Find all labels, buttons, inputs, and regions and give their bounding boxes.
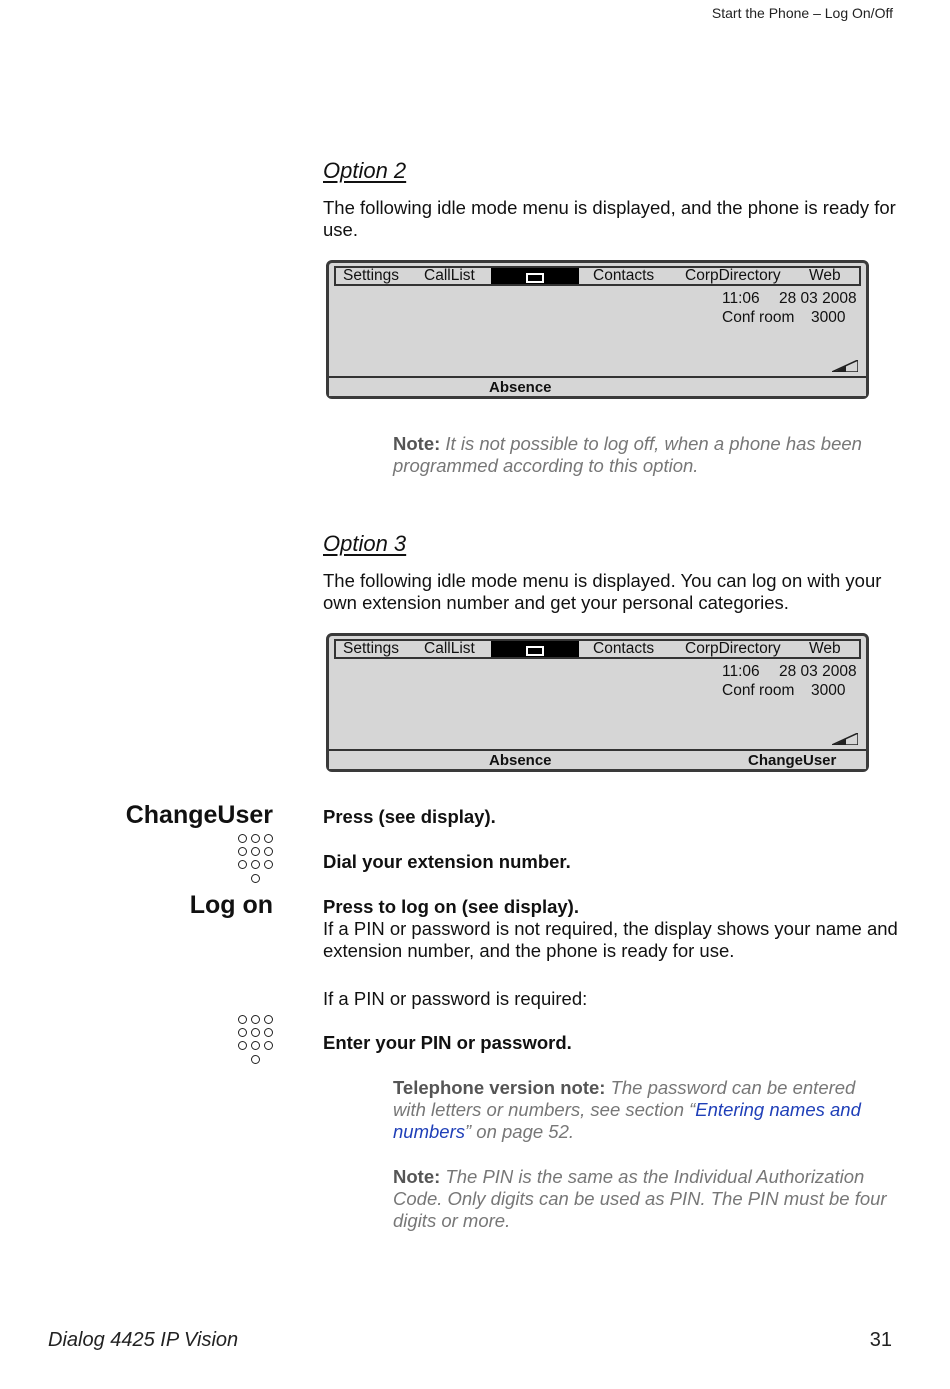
menu-corpdirectory: CorpDirectory (685, 267, 781, 284)
menu-calllist: CallList (424, 267, 475, 284)
step-press-changeuser: Press (see display). (323, 806, 496, 827)
menu-calllist: CallList (424, 640, 475, 657)
display-menu-bar (334, 266, 861, 286)
pinnote-label: Note: (393, 1166, 441, 1187)
telnote-text: The password can be entered with letters or numbers, see section “ (393, 1077, 856, 1120)
logon-margin-label: Log on (189, 891, 273, 919)
pin-note (393, 1166, 893, 1232)
display-softkey-bar (329, 749, 866, 769)
option3-heading: Option 3 (323, 531, 407, 556)
step-press-logon: Press to log on (see display). (323, 896, 579, 917)
entering-names-link[interactable]: Entering names and numbers (393, 1099, 861, 1142)
display-time: 11:06 (722, 290, 760, 307)
running-header: Start the Phone – Log On/Off (711, 5, 893, 21)
menu-corpdirectory: CorpDirectory (685, 640, 781, 657)
display-softkey-bar (329, 376, 866, 396)
keypad-icon (238, 834, 274, 884)
telnote-text-end: ” on page 52. (464, 1121, 575, 1142)
footer-title: Dialog 4425 IP Vision (48, 1329, 239, 1351)
logon-description: If a PIN or password is not required, the display shows your name and extension number, and the phone is ready for use. (323, 918, 898, 961)
display-number: 3000 (811, 309, 846, 326)
softkey-changeuser: ChangeUser (748, 752, 837, 769)
menu-settings: Settings (343, 267, 400, 284)
softkey-absence: Absence (489, 379, 552, 396)
changeuser-margin-label: ChangeUser (125, 801, 273, 829)
option3-text: The following idle mode menu is displayed. You can log on with your own extension number and get your personal categories. (323, 570, 882, 613)
phone-display-option2 (326, 260, 869, 399)
option2-text: The following idle mode menu is displayed, and the phone is ready for use. (323, 197, 896, 240)
page-number: 31 (869, 1329, 892, 1351)
display-number: 3000 (811, 682, 846, 699)
note-label: Note: (393, 433, 441, 454)
pin-required-text: If a PIN or password is required: (323, 988, 588, 1009)
display-name: Conf room (722, 309, 795, 326)
signal-icon (832, 360, 858, 372)
keypad-icon (238, 1015, 274, 1065)
softkey-absence: Absence (489, 752, 552, 769)
display-time: 11:06 (722, 663, 760, 680)
signal-icon (832, 733, 858, 745)
note-text: It is not possible to log off, when a phone has been programmed according to this option. (393, 433, 862, 476)
menu-contacts: Contacts (593, 267, 655, 284)
pinnote-text: The PIN is the same as the Individual Authorization Code. Only digits can be used as PIN. The PIN must be four digits or more. (393, 1166, 887, 1231)
step-dial-extension: Dial your extension number. (323, 851, 571, 872)
step-enter-pin: Enter your PIN or password. (323, 1032, 572, 1053)
display-date: 28 03 2008 (779, 663, 857, 680)
option2-heading: Option 2 (323, 158, 407, 183)
display-date: 28 03 2008 (779, 290, 857, 307)
phone-display-option3 (326, 633, 869, 772)
telephone-version-note (393, 1077, 893, 1143)
telnote-label: Telephone version note: (393, 1077, 606, 1098)
display-name: Conf room (722, 682, 795, 699)
idle-selection-icon (491, 641, 579, 657)
menu-web: Web (809, 640, 841, 657)
idle-selection-icon (491, 268, 579, 284)
menu-settings: Settings (343, 640, 400, 657)
option2-note (393, 433, 893, 477)
menu-web: Web (809, 267, 841, 284)
menu-contacts: Contacts (593, 640, 655, 657)
display-menu-bar (334, 639, 861, 659)
